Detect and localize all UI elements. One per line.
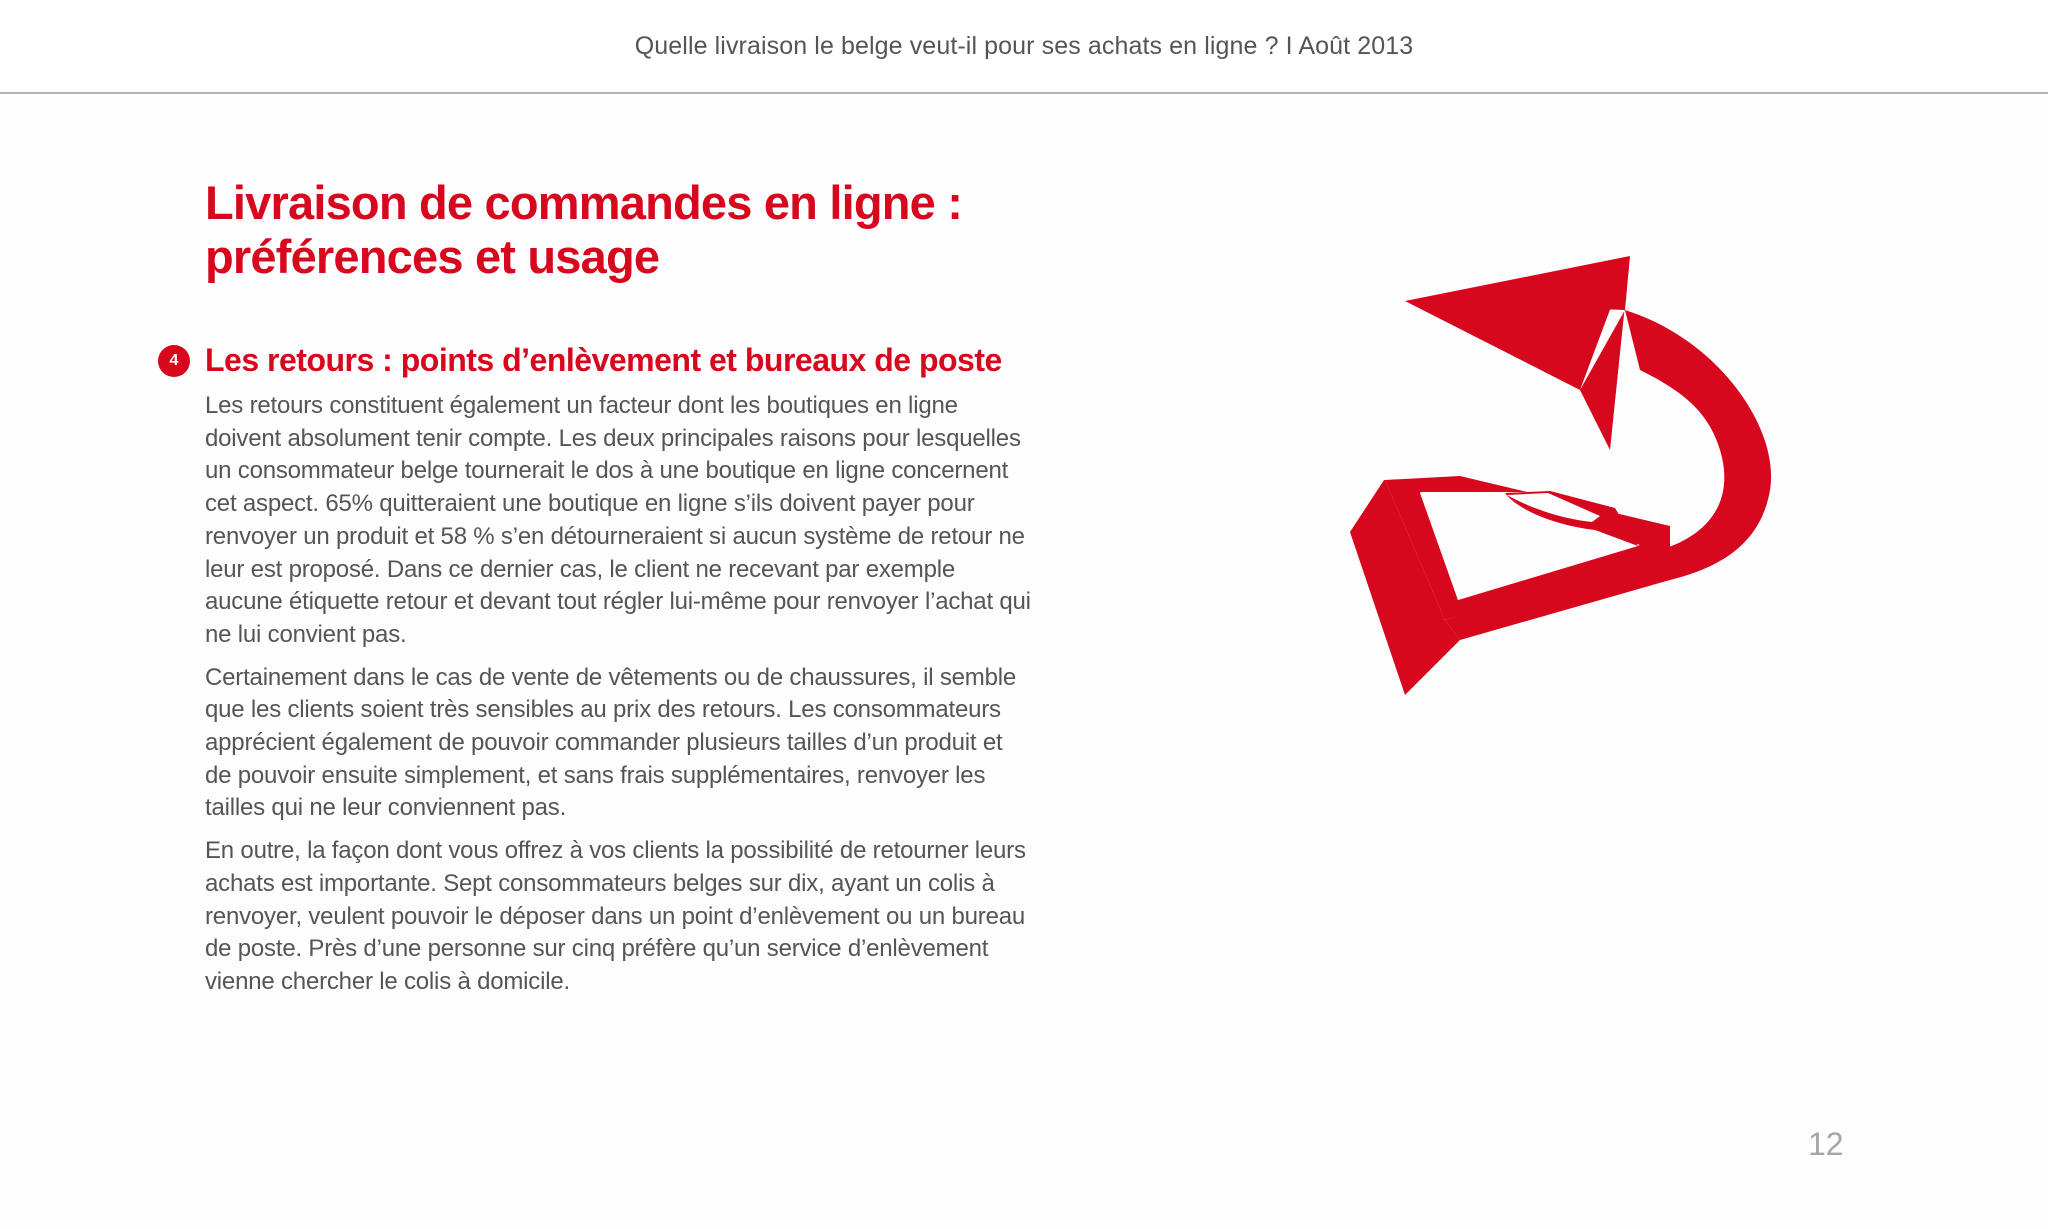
page-title	[205, 176, 1105, 284]
body-text	[205, 390, 1035, 1009]
page-number: 12	[1808, 1126, 1844, 1162]
header-text: Quelle livraison le belge veut-il pour ses achats en ligne ? I Août 2013	[634, 32, 1414, 60]
section-title: Les retours : points d’enlèvement et bureaux de poste	[205, 342, 1002, 378]
paragraph: Les retours constituent également un facteur dont les boutiques en ligne doivent absolument tenir compte. Les deux principales raisons pour lesquelles un consommateur belge tournerait le dos à une boutique en ligne concernent cet aspect. 65% quitteraient une boutique en ligne s’ils doivent payer pour renvoyer un produit et 58 % s’en détourneraient si aucun système de retour ne leur est proposé. Dans ce dernier cas, le client ne recevant par exemple aucune étiquette retour et devant tout régler lui-même pour renvoyer l’achat qui ne lui convient pas.	[205, 392, 1031, 648]
paragraph: En outre, la façon dont vous offrez à vos clients la possibilité de retourner leurs achats est importante. Sept consommateurs belges sur dix, ayant un colis à renvoyer, veulent pouvoir le déposer dans un point d’enlèvement ou un bureau de poste. Près d’une personne sur cinq préfère qu’un service d’enlèvement vienne chercher le colis à domicile.	[205, 837, 1026, 995]
paragraph: Certainement dans le cas de vente de vêtements ou de chaussures, il semble que les clients soient très sensibles au prix des retours. Les consommateurs apprécient également de pouvoir commander plusieurs tailles d’un produit et de pouvoir ensuite simplement, et sans frais supplémentaires, renvoyer les tailles qui ne leur conviennent pas.	[205, 663, 1016, 822]
title-line-1: Livraison de commandes en ligne :	[205, 176, 963, 229]
section-heading	[158, 342, 1002, 379]
return-arrow-envelope-icon	[1340, 250, 1800, 710]
page-header	[0, 0, 2048, 94]
title-line-2: préférences et usage	[205, 230, 660, 283]
section-number-badge: 4	[158, 345, 190, 377]
